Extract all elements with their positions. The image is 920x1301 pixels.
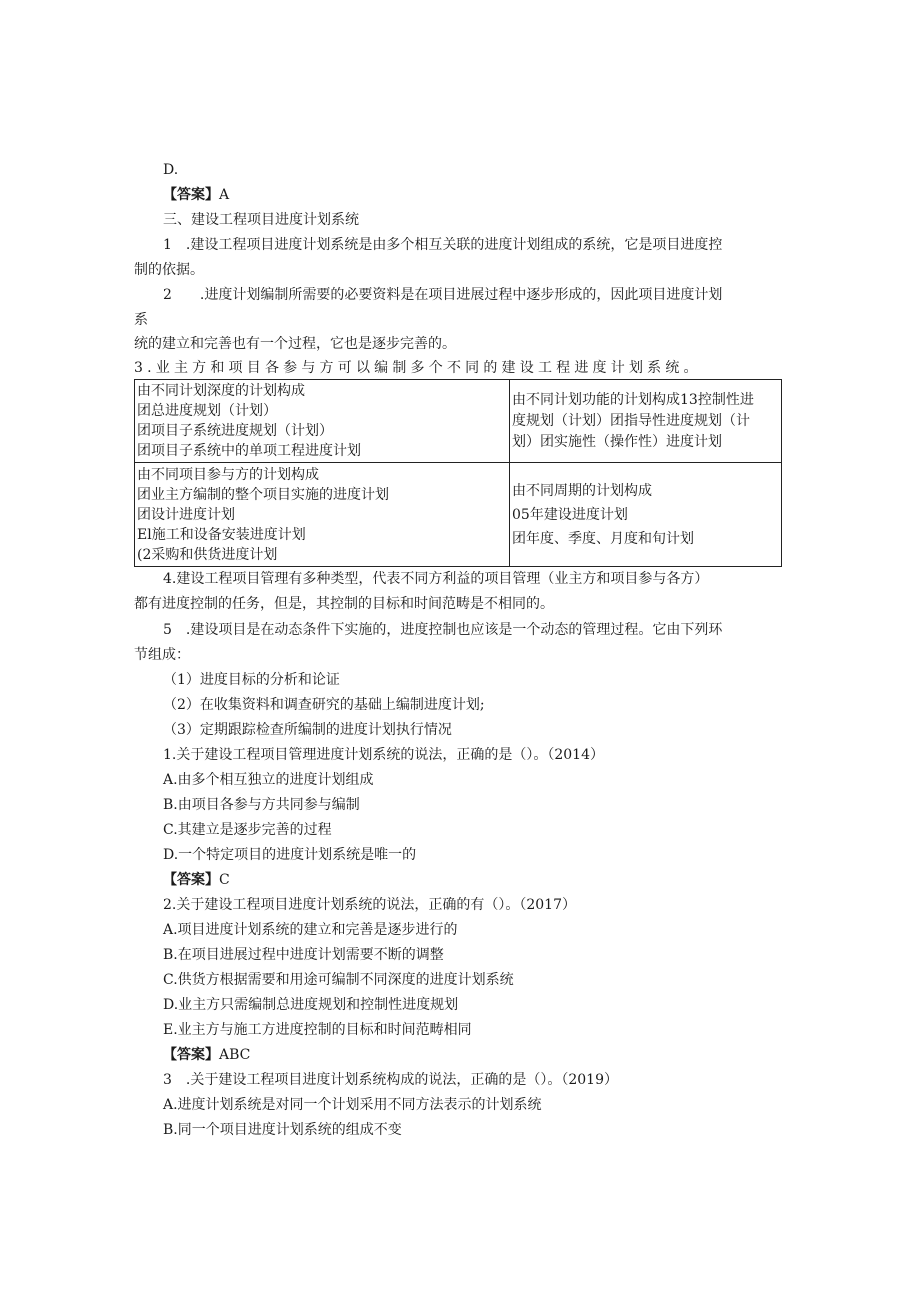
paragraph-2-cont2: 统的建立和完善也有一个过程，它也是逐步完善的。 [134, 336, 456, 352]
table-cell-participant [135, 463, 510, 567]
section-title: 三、建设工程项目进度计划系统 [163, 212, 359, 228]
table-cell-function [510, 380, 782, 463]
paragraph-3: 3.业主方和项目各参与方可以编制多个不同的建设工程进度计划系统。 [134, 360, 702, 376]
question-1-option-b: B.由项目各参与方共同参与编制 [163, 797, 360, 813]
question-3: 3 .关于建设工程项目进度计划系统构成的说法，正确的是（）。（2019） [163, 1072, 618, 1088]
answer-value: ABC [219, 1047, 251, 1063]
option-d-prev: D. [163, 162, 179, 178]
cell-line: 划）团实施性（操作性）进度计划 [512, 433, 722, 450]
question-1-option-d: D.一个特定项目的进度计划系统是唯一的 [163, 847, 417, 863]
answer-2 [163, 1045, 250, 1065]
paragraph-1-cont: 制的依据。 [134, 262, 204, 278]
question-3-option-a: A.进度计划系统是对同一个计划采用不同方法表示的计划系统 [163, 1097, 542, 1113]
cell-line: 团设计进度计划 [137, 506, 235, 523]
step-1: （1）进度目标的分析和论证 [163, 672, 340, 688]
step-3: （3）定期跟踪检查所编制的进度计划执行情况 [163, 722, 452, 738]
question-3-option-b: B.同一个项目进度计划系统的组成不变 [163, 1122, 402, 1138]
cell-line: 05年建设进度计划 [512, 506, 628, 523]
answer-value: C [219, 872, 230, 888]
paragraph-5: 5 .建设项目是在动态条件下实施的，进度控制也应该是一个动态的管理过程。它由下列环 [163, 622, 723, 638]
cell-line: 由不同周期的计划构成 [512, 482, 652, 499]
cell-line: 团项目子系统中的单项工程进度计划 [137, 443, 361, 460]
question-2-option-a: A.项目进度计划系统的建立和完善是逐步进行的 [163, 922, 458, 938]
question-1-option-a: A.由多个相互独立的进度计划组成 [163, 772, 374, 788]
answer-label: 【答案】 [163, 187, 219, 203]
cell-line: 由不同计划功能的计划构成13控制性进 [512, 391, 754, 408]
question-1: 1.关于建设工程项目管理进度计划系统的说法，正确的是（）。（2014） [163, 747, 604, 763]
cell-line: 度规划（计划）团指导性进度规划（计 [512, 412, 750, 429]
step-2: （2）在收集资料和调查研究的基础上编制进度计划; [163, 697, 485, 713]
paragraph-5-cont: 节组成： [134, 647, 190, 663]
plan-system-table [134, 379, 782, 567]
question-2-option-e: E.业主方与施工方进度控制的目标和时间范畴相同 [163, 1022, 472, 1038]
cell-line: 由不同项目参与方的计划构成 [137, 466, 319, 483]
table-cell-period [510, 463, 782, 567]
answer-label: 【答案】 [163, 1047, 219, 1063]
cell-line: 团业主方编制的整个项目实施的进度计划 [137, 486, 389, 503]
question-2: 2.关于建设工程项目进度计划系统的说法，正确的有（）。（2017） [163, 897, 576, 913]
answer-label: 【答案】 [163, 872, 219, 888]
question-2-option-b: B.在项目进展过程中进度计划需要不断的调整 [163, 947, 444, 963]
paragraph-2-cont: 系 [134, 312, 148, 328]
cell-line: 由不同计划深度的计划构成 [137, 383, 305, 400]
paragraph-4-cont: 都有进度控制的任务，但是，其控制的目标和时间范畴是不相同的。 [134, 596, 554, 612]
paragraph-1: 1 .建设工程项目进度计划系统是由多个相互关联的进度计划组成的系统，它是项目进度控 [163, 237, 723, 253]
answer-value: A [219, 187, 230, 203]
paragraph-4: 4.建设工程项目管理有多种类型，代表不同方利益的项目管理（业主方和项目参与各方） [163, 571, 709, 587]
question-1-option-c: C.其建立是逐步完善的过程 [163, 822, 332, 838]
cell-line: 团项目子系统进度规划（计划） [137, 423, 333, 440]
paragraph-2: 2 .进度计划编制所需要的必要资料是在项目进展过程中逐步形成的，因此项目进度计划 [163, 287, 723, 303]
question-2-option-d: D.业主方只需编制总进度规划和控制性进度规划 [163, 997, 459, 1013]
table-row [135, 463, 782, 567]
table-row [135, 380, 782, 463]
question-2-option-c: C.供货方根据需要和用途可编制不同深度的进度计划系统 [163, 972, 514, 988]
answer-prev [163, 185, 229, 205]
cell-line: 团总进度规划（计划） [137, 403, 277, 420]
table-cell-depth [135, 380, 510, 463]
answer-1 [163, 870, 230, 890]
cell-line: El施工和设备安装进度计划 [137, 526, 306, 543]
cell-line: 团年度、季度、月度和旬计划 [512, 530, 694, 547]
cell-line: (2采购和供货进度计划 [137, 546, 278, 563]
